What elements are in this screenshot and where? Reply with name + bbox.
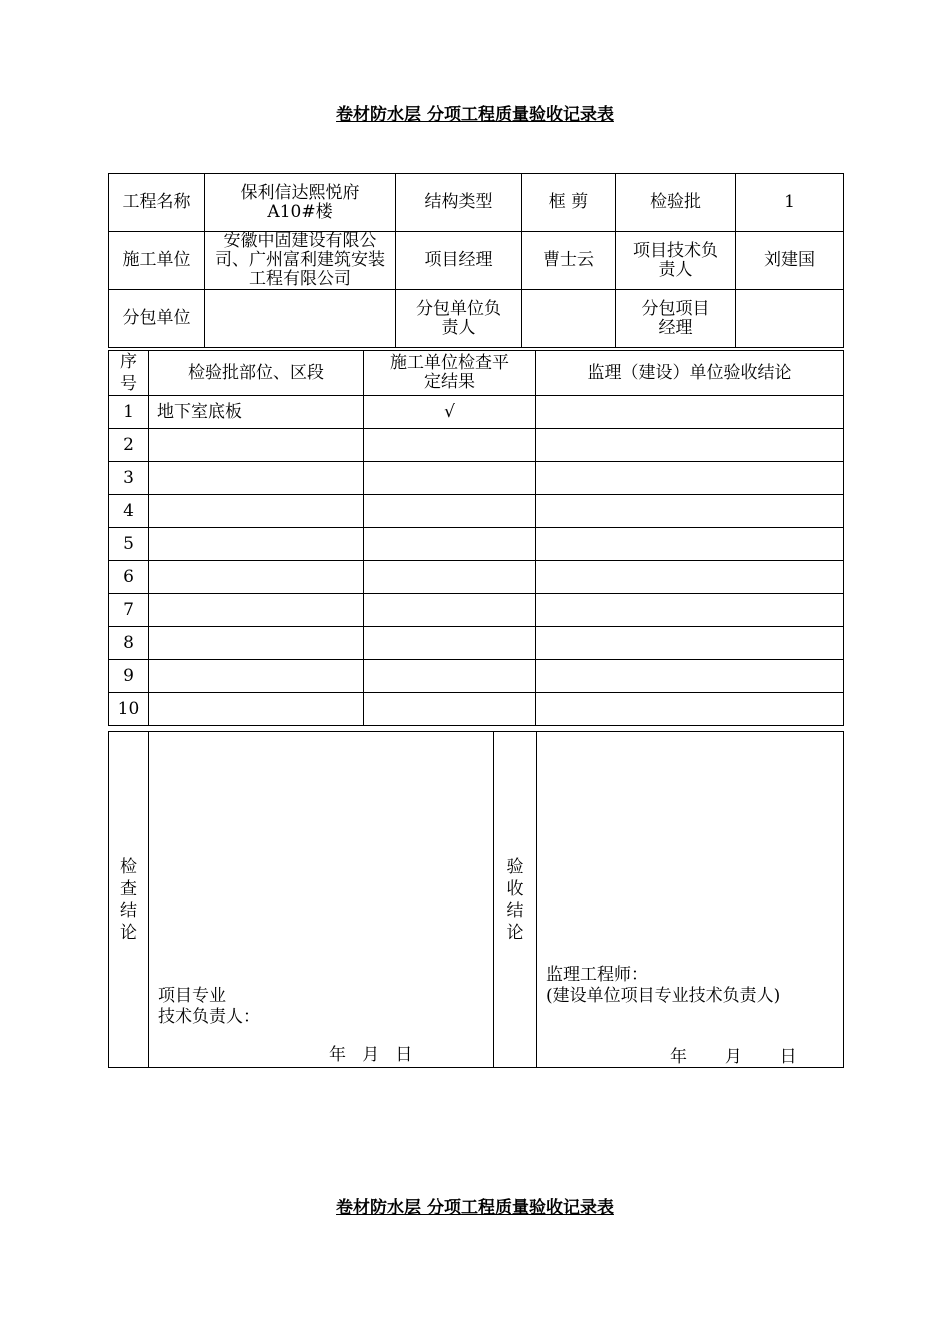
row-conclusion	[536, 693, 844, 726]
row-area	[149, 495, 364, 528]
col-header-conclusion: 监理（建设）单位验收结论	[536, 351, 844, 396]
row-result	[364, 594, 536, 627]
row-area	[149, 627, 364, 660]
row-no: 3	[109, 462, 149, 495]
table-row	[109, 627, 844, 660]
table-row	[109, 594, 844, 627]
subcontract-pm-label: 分包项目经理	[616, 290, 736, 348]
tech-lead-label: 项目技术负责人	[616, 232, 736, 290]
row-conclusion	[536, 660, 844, 693]
row-area	[149, 528, 364, 561]
table-row	[109, 660, 844, 693]
row-conclusion	[536, 462, 844, 495]
contractor-value: 安徽中固建设有限公司、广州富利建筑安装工程有限公司	[205, 232, 396, 290]
row-result: √	[364, 396, 536, 429]
row-area	[149, 594, 364, 627]
row-conclusion	[536, 495, 844, 528]
row-conclusion	[536, 528, 844, 561]
inspection-batch-value: 1	[736, 174, 844, 232]
row-no: 6	[109, 561, 149, 594]
accept-conclusion-label: 验收结论	[494, 732, 537, 1068]
accept-signer-line2: (建设单位项目专业技术负责人)	[546, 986, 781, 1006]
check-signer-line2: 技术负责人：	[158, 1007, 260, 1027]
accept-conclusion-cell	[537, 732, 844, 1068]
row-area	[149, 462, 364, 495]
project-manager-value: 曹士云	[522, 232, 616, 290]
check-conclusion-label: 检查结论	[109, 732, 149, 1068]
tech-lead-value: 刘建国	[736, 232, 844, 290]
row-result	[364, 429, 536, 462]
row-no: 5	[109, 528, 149, 561]
row-result	[364, 693, 536, 726]
page-title: 卷材防水层 分项工程质量验收记录表	[336, 105, 614, 125]
row-area	[149, 561, 364, 594]
table-row	[109, 693, 844, 726]
table-row	[109, 528, 844, 561]
accept-date: 年 月 日	[670, 1047, 797, 1067]
row-conclusion	[536, 429, 844, 462]
subcontractor-value	[205, 290, 396, 348]
row-no: 8	[109, 627, 149, 660]
row-area	[149, 429, 364, 462]
table-row	[109, 429, 844, 462]
row-result	[364, 561, 536, 594]
row-no: 9	[109, 660, 149, 693]
check-date: 年 月 日	[329, 1045, 413, 1065]
row-no: 4	[109, 495, 149, 528]
check-conclusion-cell	[149, 732, 494, 1068]
page-title-repeat: 卷材防水层 分项工程质量验收记录表	[336, 1198, 614, 1218]
subcontract-pm-value	[736, 290, 844, 348]
accept-signer-line1: 监理工程师：	[546, 965, 648, 985]
row-result	[364, 528, 536, 561]
row-conclusion	[536, 627, 844, 660]
inspection-list-table	[108, 350, 844, 726]
project-info-table	[108, 173, 844, 348]
project-manager-label: 项目经理	[396, 232, 522, 290]
row-no: 7	[109, 594, 149, 627]
structure-type-label: 结构类型	[396, 174, 522, 232]
row-result	[364, 462, 536, 495]
check-signer-line1: 项目专业	[158, 986, 226, 1006]
project-name-value: 保利信达熙悦府A10#楼	[205, 174, 396, 232]
project-name-label: 工程名称	[109, 174, 205, 232]
table-row	[109, 561, 844, 594]
table-row	[109, 462, 844, 495]
subcontractor-lead-value	[522, 290, 616, 348]
row-area	[149, 693, 364, 726]
row-area: 地下室底板	[149, 396, 364, 429]
row-no: 1	[109, 396, 149, 429]
row-result	[364, 660, 536, 693]
table-row	[109, 495, 844, 528]
col-header-result: 施工单位检查平定结果	[364, 351, 536, 396]
conclusion-table	[108, 731, 844, 1068]
row-no: 2	[109, 429, 149, 462]
table-row	[109, 396, 844, 429]
structure-type-value: 框 剪	[522, 174, 616, 232]
row-conclusion	[536, 561, 844, 594]
row-result	[364, 495, 536, 528]
row-conclusion	[536, 396, 844, 429]
inspection-batch-label: 检验批	[616, 174, 736, 232]
subcontractor-label: 分包单位	[109, 290, 205, 348]
col-header-no: 序号	[109, 351, 149, 396]
col-header-area: 检验批部位、区段	[149, 351, 364, 396]
subcontractor-lead-label: 分包单位负责人	[396, 290, 522, 348]
row-area	[149, 660, 364, 693]
contractor-label: 施工单位	[109, 232, 205, 290]
row-conclusion	[536, 594, 844, 627]
row-result	[364, 627, 536, 660]
row-no: 10	[109, 693, 149, 726]
